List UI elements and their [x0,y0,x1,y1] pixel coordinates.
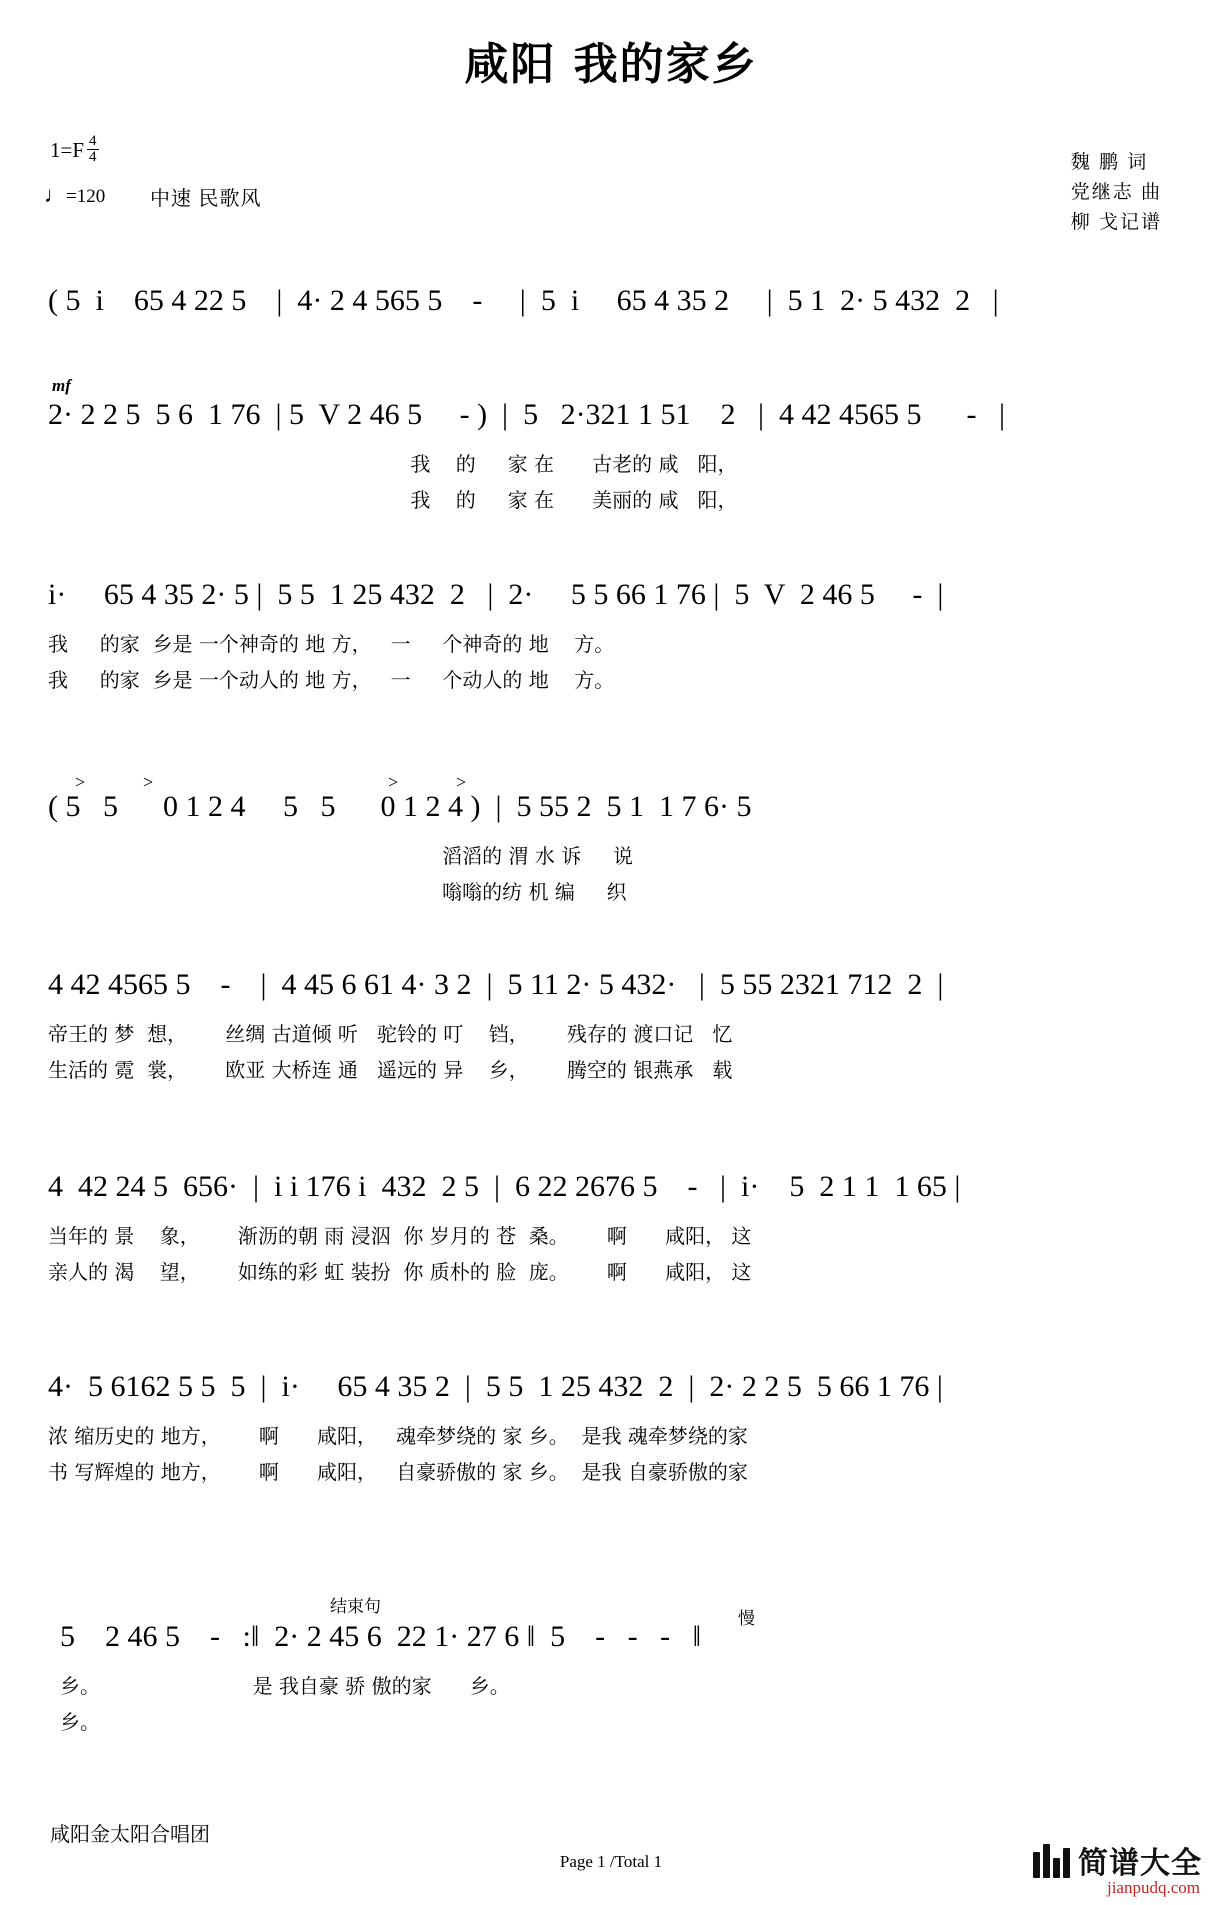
footer-page-number: Page 1 /Total 1 [559,1852,663,1871]
system-3-lyrics-verse-2: 我 的家 乡是 一个动人的 地 方， 一 个动人的 地 方。 [48,668,615,692]
credit-composer: 党继志 曲 [1070,182,1162,203]
site-logo-text: 简谱大全 [1078,1846,1202,1881]
footer-ensemble: 咸阳金太阳合唱团 [50,1824,210,1846]
system-3-notes: i· 65 4 35 2· 5 | 5 5 1 25 432 2 | 2· 5 5 66 1 76 | 5 V 2 46 5 - | [48,578,944,611]
system-2-notes: 2· 2 2 5 5 6 1 76 | 5 V 2 46 5 - ) | 5 2·321 1 51 2 | 4 42 4565 5 - | [48,398,1006,431]
system-7-lyrics-verse-2: 书 写辉煌的 地方， 啊 咸阳， 自豪骄傲的 家 乡。 是我 自豪骄傲的家 [48,1460,748,1484]
slow-label: 慢 [738,1609,755,1628]
system-4-lyrics-verse-2: 嗡嗡的纺 机 编 织 [48,880,627,904]
system-2-lyrics-verse-2: 我 的 家 在 美丽的 咸 阳， [48,488,738,512]
system-5-lyrics-verse-1: 帝王的 梦 想， 丝绸 古道倾 听 驼铃的 叮 铛， 残存的 渡口记 忆 [48,1022,733,1046]
tempo-marking [44,182,105,208]
system-4-notes: ( 5 5 0 1 2 4 5 5 0 1 2 4 ) | 5 55 2 5 1 1 7 6· 5 [48,790,752,823]
accent-mark-3: > [388,772,399,792]
system-5-lyrics-verse-2: 生活的 霓 裳， 欧亚 大桥连 通 遥远的 异 乡， 腾空的 银燕承 载 [48,1058,733,1082]
system-1-notes: ( 5 i 65 4 22 5 | 4· 2 4 565 5 - | 5 i 65 4 35 2 | 5 1 2· 5 432 2 | [48,284,999,317]
system-8-lyrics-verse-1: 乡。 是 我自豪 骄 傲的家 乡。 [60,1674,510,1698]
music-bars-icon [1033,1842,1070,1878]
system-7-lyrics-verse-1: 浓 缩历史的 地方， 啊 咸阳， 魂牵梦绕的 家 乡。 是我 魂牵梦绕的家 [48,1424,748,1448]
system-8-lyrics-verse-2: 乡。 [60,1710,100,1734]
accent-mark-4: > [456,772,467,792]
key-signature-text: 1=F [50,138,85,162]
time-signature-numerator: 4 [89,133,97,149]
system-5-notes: 4 42 4565 5 - | 4 45 6 61 4· 3 2 | 5 11 2· 5 432· | 5 55 2321 712 2 | [48,968,944,1001]
system-7-notes: 4· 5 6162 5 5 5 | i· 65 4 35 2 | 5 5 1 25 432 2 | 2· 2 2 5 5 66 1 76 | [48,1370,943,1403]
tempo-value: =120 [66,186,106,207]
system-3-lyrics-verse-1: 我 的家 乡是 一个神奇的 地 方， 一 个神奇的 地 方。 [48,632,615,656]
end-phrase-label: 结束句 [330,1597,381,1616]
time-signature-denominator: 4 [89,149,97,165]
accent-mark-1: > [75,772,86,792]
accent-mark-2: > [143,772,154,792]
system-2-lyrics-verse-1: 我 的 家 在 古老的 咸 阳， [48,452,738,476]
credits [1071,148,1162,238]
credit-transcriber: 柳 戈记谱 [1070,212,1162,233]
dynamic-mf: mf [52,376,71,395]
system-6-notes: 4 42 24 5 656· | i i 176 i 432 2 5 | 6 22 2676 5 - | i· 5 2 1 1 1 65 | [48,1170,961,1203]
site-logo[interactable] [1033,1838,1202,1882]
key-signature [50,134,99,165]
system-4-lyrics-verse-1: 滔滔的 渭 水 诉 说 [48,844,634,868]
time-signature [87,134,99,165]
style-marking: 中速 民歌风 [150,188,262,210]
system-8-notes: 5 2 46 5 - :‖ 2· 2 45 6 22 1· 27 6 ‖ 5 - - - ‖ [60,1620,702,1653]
site-url[interactable]: jianpudq.com [1106,1878,1200,1897]
page-title: 咸阳 我的家乡 [464,39,758,90]
quarter-note-icon: ♩ [44,182,66,207]
credit-lyricist: 魏 鹏 词 [1070,152,1149,173]
system-6-lyrics-verse-2: 亲人的 渴 望， 如练的彩 虹 装扮 你 质朴的 脸 庞。 啊 咸阳， 这 [48,1260,752,1284]
system-6-lyrics-verse-1: 当年的 景 象， 渐沥的朝 雨 浸泅 你 岁月的 苍 桑。 啊 咸阳， 这 [48,1224,752,1248]
